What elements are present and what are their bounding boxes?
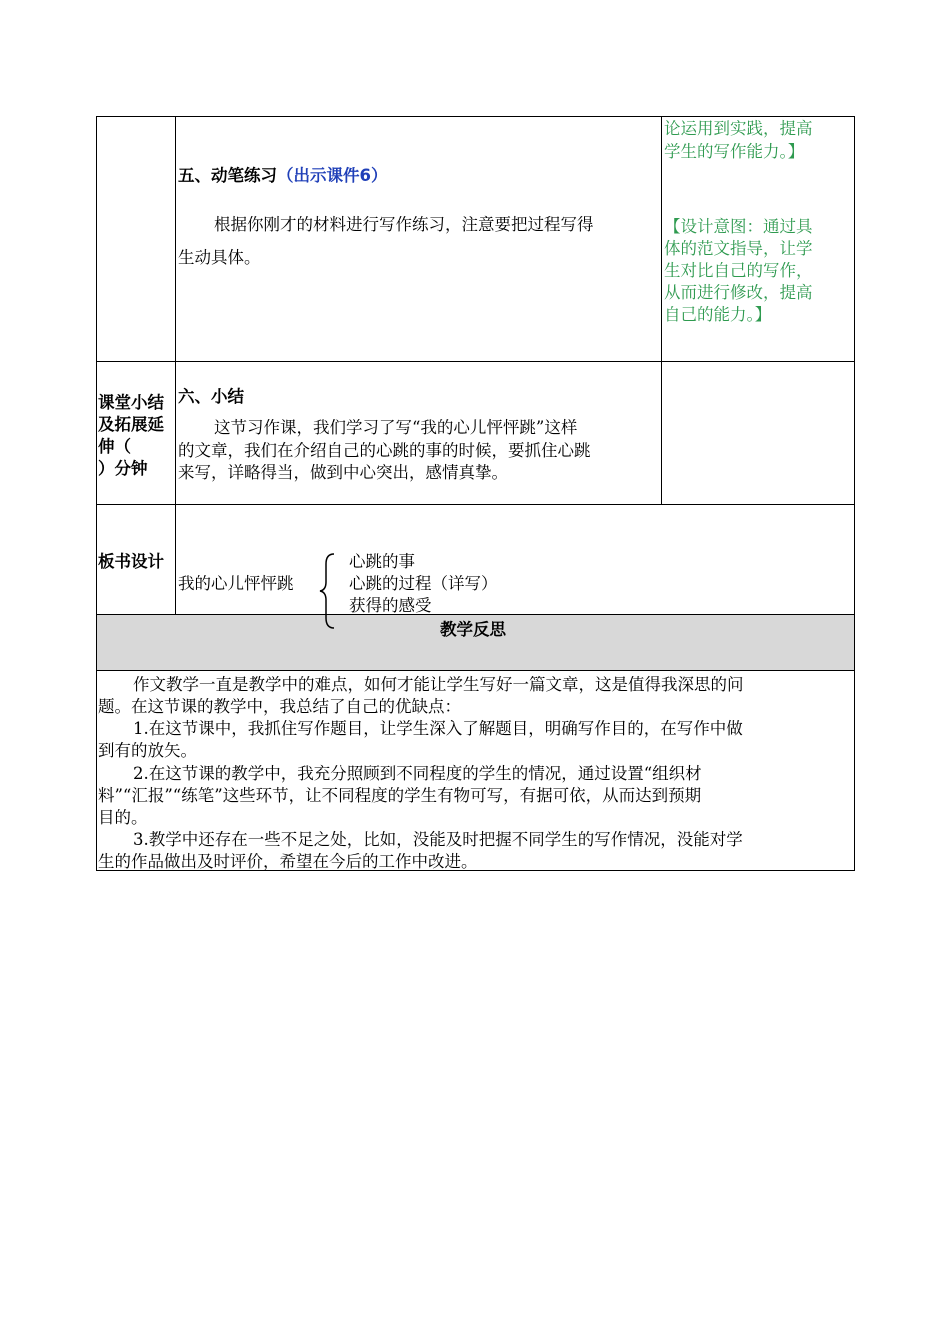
design-note-line-5: 自己的能力。】 [664,305,772,324]
reflection-line-5: 2.在这节课的教学中，我充分照顾到不同程度的学生的情况，通过设置“组织材 [133,764,702,783]
note-column-divider [661,116,662,504]
summary-label-line-4: ）分钟 [98,459,148,478]
design-note-top-line-1: 论运用到实践，提高 [664,119,813,138]
board-item-1: 心跳的事 [349,552,415,571]
summary-line-2: 的文章，我们在介绍自己的心跳的事的时候，要抓住心跳 [178,441,591,460]
design-note-top-line-2: 学生的写作能力。】 [664,142,805,161]
reflection-line-3: 1.在这节课中，我抓住写作题目，让学生深入了解题目，明确写作目的，在写作中做 [133,719,743,738]
summary-line-1: 这节习作课，我们学习了写“我的心儿怦怦跳”这样 [214,418,578,437]
courseware-note: （出示课件6） [277,166,388,185]
reflection-line-6: 料”“汇报”“练笔”这些环节，让不同程度的学生有物可写，有据可依，从而达到预期 [98,786,702,805]
row1-bottom-border [96,361,855,362]
board-title: 我的心儿怦怦跳 [178,574,294,593]
table-border-top [96,116,855,117]
row2-bottom-border [96,504,855,505]
summary-label-line-2: 及拓展延 [98,415,164,434]
design-note-line-4: 从而进行修改，提高 [664,283,813,302]
design-note-line-1: 【设计意图：通过具 [664,217,813,236]
board-item-2: 心跳的过程（详写） [349,574,498,593]
summary-line-3: 来写，详略得当，做到中心突出，感情真挚。 [178,463,508,482]
reflection-line-8: 3.教学中还存在一些不足之处，比如，没能及时把握不同学生的写作情况，没能对学 [133,830,743,849]
curly-brace-icon [318,552,340,630]
reflection-line-4: 到有的放矢。 [98,741,197,760]
table-border-right [854,116,855,871]
reflection-header-bottom-border [96,670,855,671]
board-item-3: 获得的感受 [349,596,432,615]
table-border-left [96,116,97,871]
design-note-line-3: 生对比自己的写作， [664,261,813,280]
summary-label-line-1: 课堂小结 [98,393,164,412]
summary-label-line-3: 伸（ [98,437,131,456]
reflection-line-7: 目的。 [98,808,148,827]
reflection-line-1: 作文教学一直是教学中的难点，如何才能让学生写好一篇文章，这是值得我深思的问 [133,675,744,694]
section-title-writing-practice: 五、动笔练习（出示课件6） [178,166,388,185]
board-design-label: 板书设计 [98,552,164,571]
writing-practice-line-1: 根据你刚才的材料进行写作练习，注意要把过程写得 [214,215,594,234]
reflection-line-9: 生的作品做出及时评价，希望在今后的工作中改进。 [98,852,478,871]
reflection-line-2: 题。在这节课的教学中，我总结了自己的优缺点： [98,697,461,716]
label-column-divider [175,116,176,614]
design-note-line-2: 体的范文指导，让学 [664,239,813,258]
section-title-summary: 六、小结 [178,387,244,406]
reflection-header: 教学反思 [440,620,506,639]
row3-bottom-border [96,614,855,615]
writing-practice-line-2: 生动具体。 [178,248,261,267]
